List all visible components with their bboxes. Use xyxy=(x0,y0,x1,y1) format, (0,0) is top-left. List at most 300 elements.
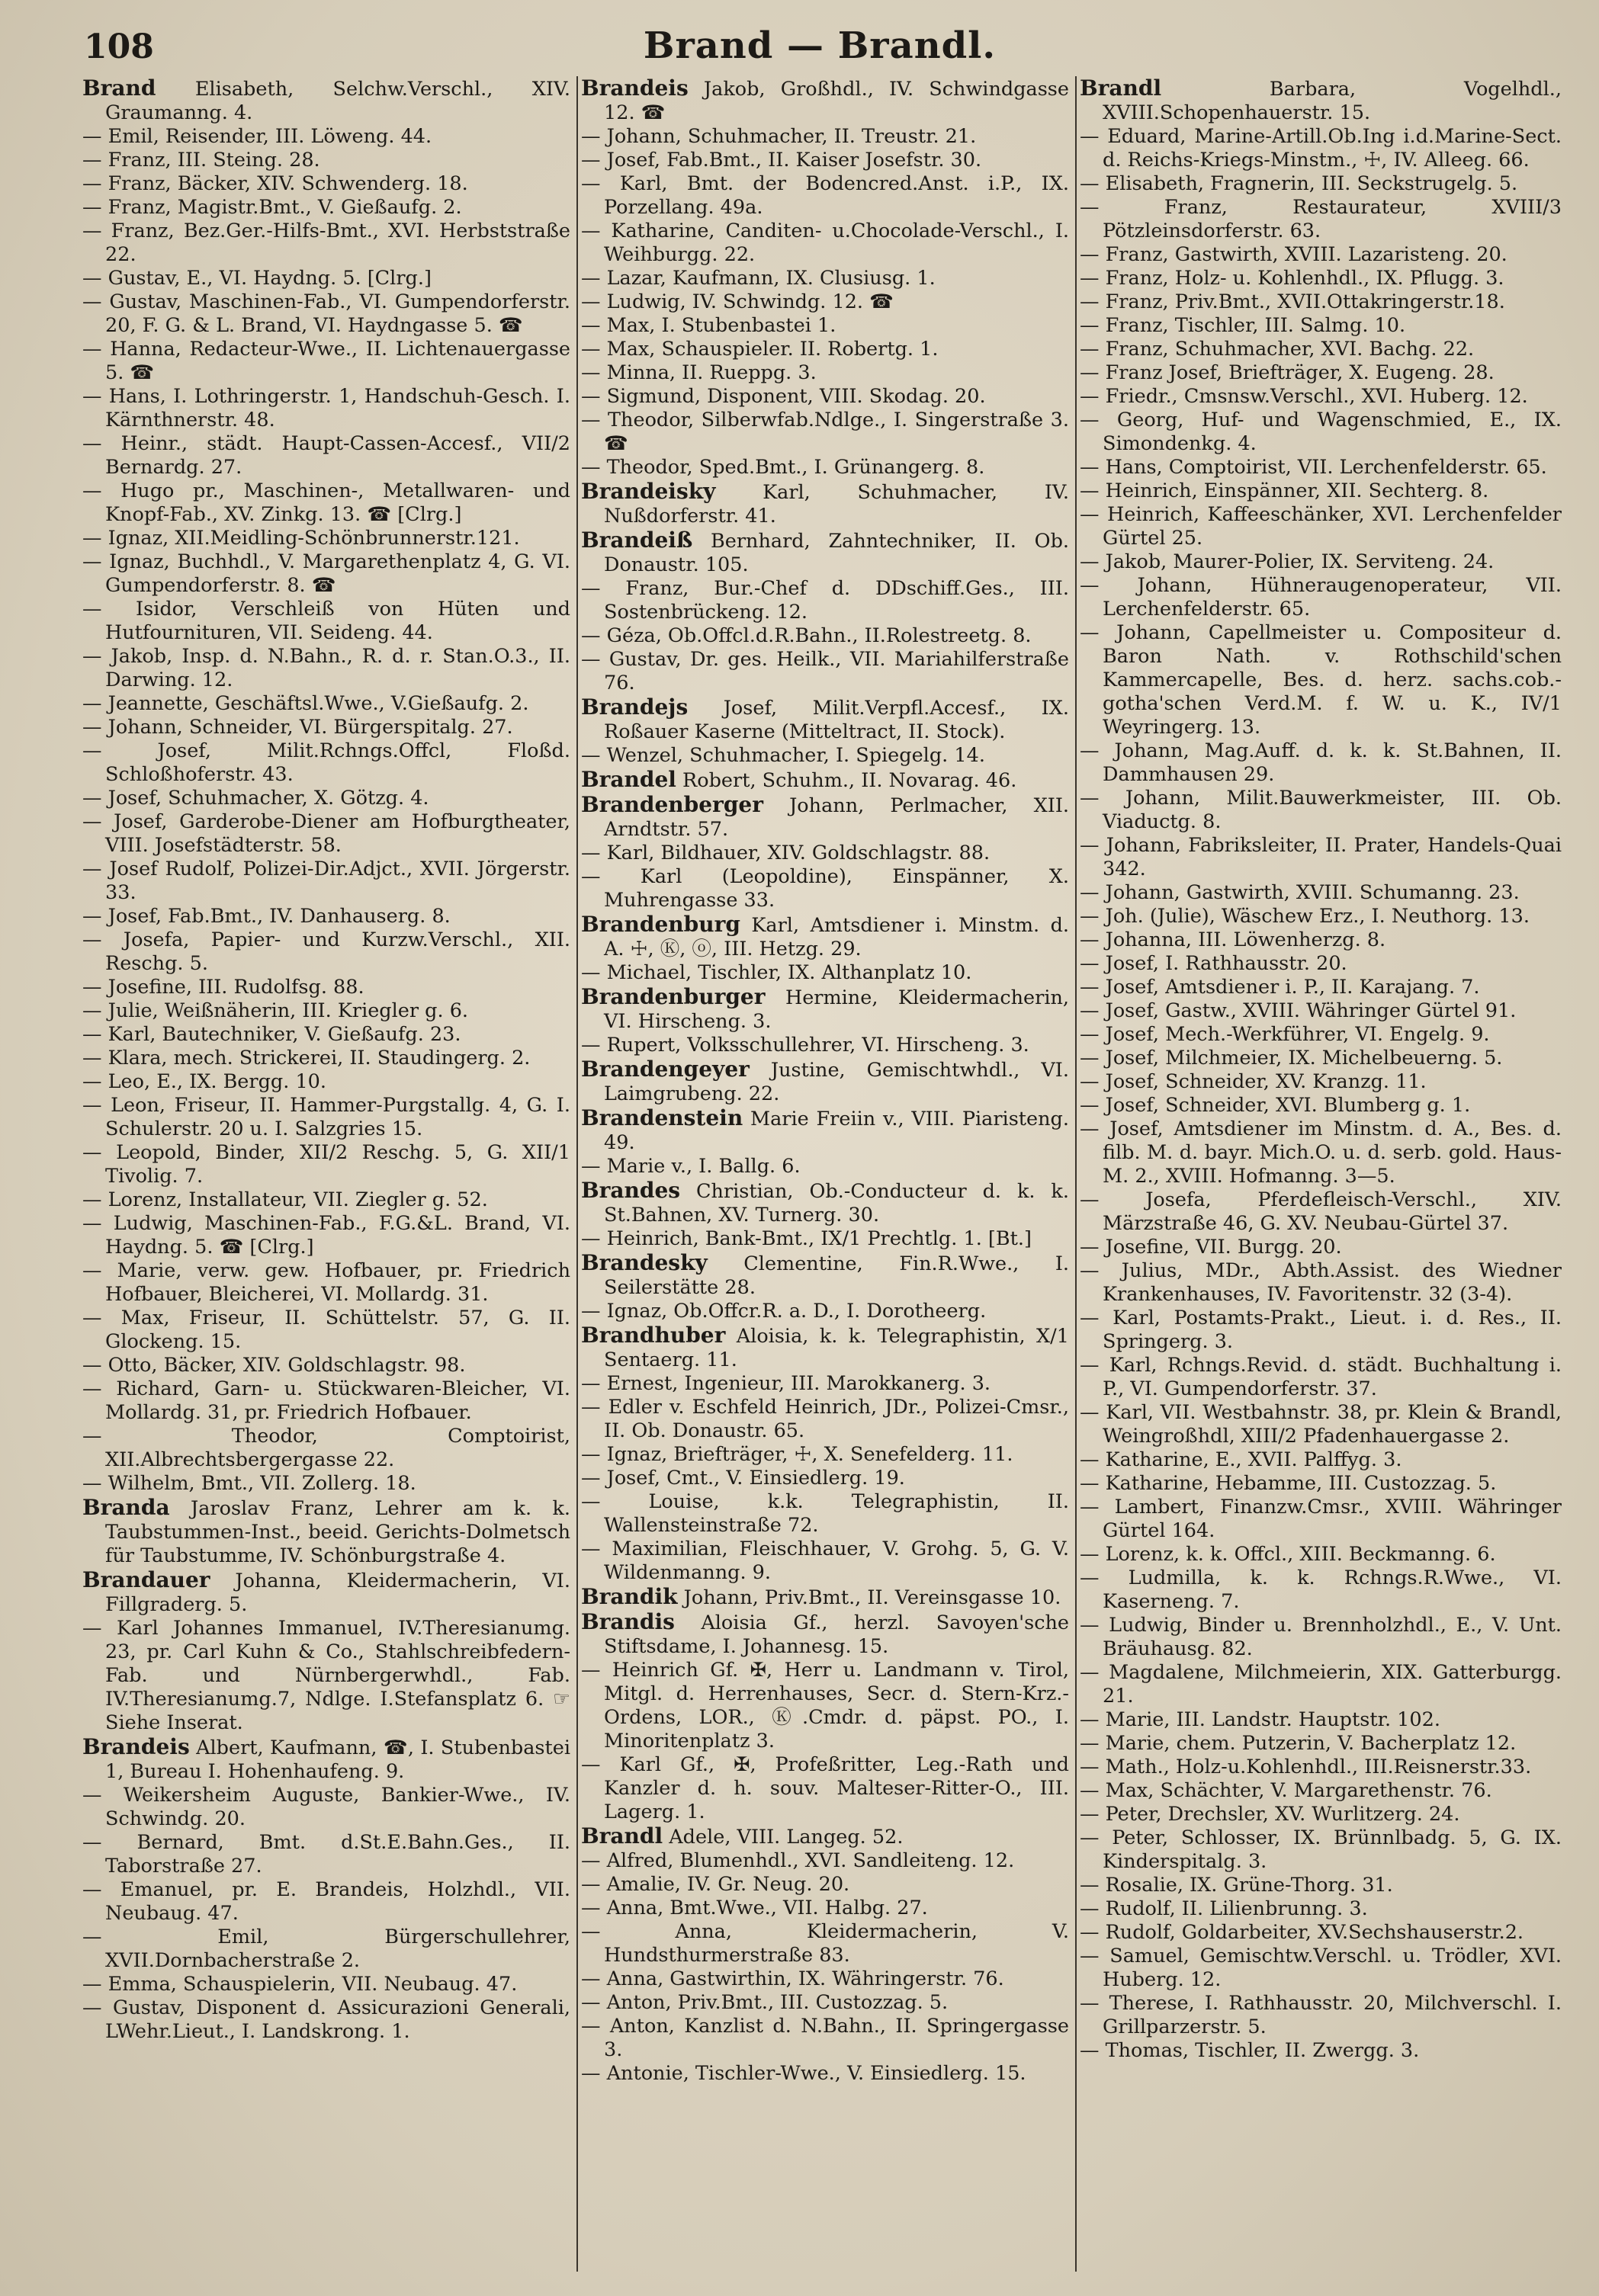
directory-entry xyxy=(1080,243,1562,267)
entry-text: — Anna, Kleidermacherin, V. Hundsthurmerstraße 83. xyxy=(581,1920,1069,1967)
directory-entry xyxy=(1080,1945,1562,1992)
directory-entry xyxy=(581,456,1069,479)
directory-entry xyxy=(581,290,1069,314)
directory-entry xyxy=(82,810,570,858)
directory-entry xyxy=(1080,1448,1562,1472)
entry-text: — Joh. (Julie), Wäschew Erz., I. Neuthorg. 13. xyxy=(1080,905,1530,928)
entry-text: — Emma, Schauspielerin, VII. Neubaug. 47. xyxy=(82,1973,518,1996)
entry-text: — Karl, Bautechniker, V. Gießaufg. 23. xyxy=(82,1023,461,1046)
directory-entry xyxy=(581,172,1069,220)
directory-entry xyxy=(581,842,1069,865)
entry-text: — Anton, Kanzlist d. N.Bahn., II. Springergasse 3. xyxy=(581,2015,1069,2061)
page-header xyxy=(84,21,1556,75)
directory-column-1 xyxy=(82,76,570,2272)
entry-surname: Brandenberger xyxy=(581,792,763,817)
directory-entry xyxy=(1080,1614,1562,1661)
entry-text: — Anton, Priv.Bmt., III. Custozzag. 5. xyxy=(581,1991,949,2014)
entry-text: — Gustav, Dr. ges. Heilk., VII. Mariahilferstraße 76. xyxy=(581,648,1069,694)
entry-text: — Emil, Reisender, III. Löweng. 44. xyxy=(82,125,432,148)
directory-entry xyxy=(82,645,570,692)
entry-text: — Karl, Bmt. der Bodencred.Anst. i.P., IX. Porzellang. 49a. xyxy=(581,172,1069,219)
entry-text: — Josef Rudolf, Polizei-Dir.Adjct., XVII. Jörgerstr. 33. xyxy=(82,858,570,904)
entry-text: — Michael, Tischler, IX. Althanplatz 10. xyxy=(581,961,972,984)
entry-surname: Brandauer xyxy=(82,1567,210,1592)
entry-text: — Peter, Drechsler, XV. Wurlitzerg. 24. xyxy=(1080,1803,1460,1826)
entry-text: — Josef, Milchmeier, IX. Michelbeuerng. 5. xyxy=(1080,1047,1503,1069)
entry-text: — Josef, Gastw., XVIII. Währinger Gürtel 91. xyxy=(1080,999,1517,1022)
directory-entry xyxy=(82,739,570,787)
entry-text: — Lorenz, k. k. Offcl., XIII. Beckmanng. 6. xyxy=(1080,1543,1496,1566)
directory-entry xyxy=(1080,267,1562,290)
entry-text: — Thomas, Tischler, II. Zwergg. 3. xyxy=(1080,2039,1420,2062)
directory-entry xyxy=(82,1996,570,2044)
entry-text: — Ludwig, IV. Schwindg. 12. ☎ xyxy=(581,290,894,313)
entry-text: — Johann, Mag.Auff. d. k. k. St.Bahnen, II. Dammhausen 29. xyxy=(1080,739,1562,786)
directory-entry xyxy=(1080,881,1562,905)
directory-entry xyxy=(82,267,570,290)
entry-text: — Samuel, Gemischtw.Verschl. u. Trödler, XVI. Huberg. 12. xyxy=(1080,1945,1562,1991)
directory-entry xyxy=(82,1973,570,1996)
directory-entry xyxy=(82,385,570,432)
directory-entry xyxy=(82,479,570,527)
directory-entry xyxy=(82,1496,570,1568)
entry-text: — Josef, Milit.Rchngs.Offcl, Floßd. Schloßhoferstr. 43. xyxy=(82,739,570,786)
entry-text: — Gustav, E., VI. Haydng. 5. [Clrg.] xyxy=(82,267,432,290)
directory-entry xyxy=(82,550,570,598)
directory-entry xyxy=(581,1467,1069,1490)
directory-entry xyxy=(581,695,1069,744)
entry-text: — Friedr., Cmsnsw.Verschl., XVI. Huberg. 12. xyxy=(1080,385,1528,408)
directory-entry xyxy=(1080,172,1562,196)
directory-entry xyxy=(1080,1094,1562,1118)
directory-column-2 xyxy=(581,76,1069,2272)
entry-text: — Jakob, Insp. d. N.Bahn., R. d. r. Stan.O.3., II. Darwing. 12. xyxy=(82,645,570,691)
entry-text: — Josefine, VII. Burgg. 20. xyxy=(1080,1236,1342,1259)
entry-text: — Josef, Amtsdiener i. P., II. Karajang. 7. xyxy=(1080,976,1480,999)
directory-entry xyxy=(581,1753,1069,1824)
directory-entry xyxy=(1080,76,1562,125)
directory-entry xyxy=(581,1849,1069,1873)
entry-text: Bernhard, Zahntechniker, II. Ob. Donaustr. 105. xyxy=(604,530,1069,576)
directory-entry xyxy=(82,172,570,196)
directory-entry xyxy=(1080,976,1562,999)
directory-entry xyxy=(581,1967,1069,1991)
entry-text: — Heinr., städt. Haupt-Cassen-Accesf., VII/2 Bernardg. 27. xyxy=(82,432,570,479)
entry-text: — Sigmund, Disponent, VIII. Skodag. 20. xyxy=(581,385,986,408)
directory-entry xyxy=(82,692,570,716)
entry-text: — Eduard, Marine-Artill.Ob.Ing i.d.Marine-Sect. d. Reichs-Kriegs-Minstm., ☩, IV. Alleeg. 66. xyxy=(1080,125,1562,172)
directory-entry xyxy=(1080,1874,1562,1897)
directory-entry xyxy=(1080,1826,1562,1874)
entry-text: — Franz, Restaurateur, XVIII/3 Pötzleinsdorferstr. 63. xyxy=(1080,196,1562,242)
directory-entry xyxy=(82,1141,570,1188)
entry-text: — Jeannette, Geschäftsl.Wwe., V.Gießaufg. 2. xyxy=(82,692,529,715)
directory-entry xyxy=(82,1878,570,1926)
directory-entry xyxy=(82,527,570,550)
entry-text: — Karl, Bildhauer, XIV. Goldschlagstr. 88. xyxy=(581,842,991,864)
entry-text: — Louise, k.k. Telegraphistin, II. Wallensteinstraße 72. xyxy=(581,1490,1069,1537)
directory-entry xyxy=(581,1372,1069,1396)
directory-entry xyxy=(82,1425,570,1472)
entry-text: — Otto, Bäcker, XIV. Goldschlagstr. 98. xyxy=(82,1354,466,1377)
directory-entry xyxy=(581,624,1069,648)
entry-text: Karl, Amtsdiener i. Minstm. d. A. ☩, Ⓚ, ⓞ, III. Hetzg. 29. xyxy=(604,914,1069,960)
directory-entry xyxy=(1080,1756,1562,1779)
directory-entry xyxy=(82,905,570,928)
directory-entry xyxy=(1080,834,1562,881)
entry-text: — Franz, Priv.Bmt., XVII.Ottakringerstr.18. xyxy=(1080,290,1505,313)
directory-entry xyxy=(581,1323,1069,1372)
entry-text: — Julius, MDr., Abth.Assist. des Wiedner Krankenhauses, IV. Favoritenstr. 32 (3-4). xyxy=(1080,1259,1562,1306)
directory-entry xyxy=(581,1057,1069,1106)
entry-text: — Ignaz, Ob.Offcr.R. a. D., I. Dorotheerg. xyxy=(581,1300,987,1323)
entry-text: Barbara, Vogelhdl., XVIII.Schopenhauerstr. 15. xyxy=(1103,78,1562,124)
directory-entry xyxy=(1080,196,1562,243)
directory-entry xyxy=(82,1568,570,1617)
entry-surname: Brandeiß xyxy=(581,528,693,553)
entry-text: — Amalie, IV. Gr. Neug. 20. xyxy=(581,1873,850,1896)
entry-surname: Brandes xyxy=(581,1178,681,1203)
entry-text: — Antonie, Tischler-Wwe., V. Einsiedlerg. 15. xyxy=(581,2062,1026,2085)
entry-text: — Karl, Rchngs.Revid. d. städt. Buchhaltung i. P., VI. Gumpendorferstr. 37. xyxy=(1080,1354,1562,1400)
entry-surname: Brandhuber xyxy=(581,1323,726,1348)
entry-text: Christian, Ob.-Conducteur d. k. k. St.Bahnen, XV. Turnerg. 30. xyxy=(604,1180,1069,1227)
directory-entry xyxy=(82,598,570,645)
directory-entry xyxy=(1080,385,1562,409)
entry-surname: Brandejs xyxy=(581,694,689,720)
entry-text: — Maximilian, Fleischhauer, V. Grohg. 5, G. V. Wildenmanng. 9. xyxy=(581,1538,1069,1584)
entry-text: Aloisia, k. k. Telegraphistin, X/1 Sentaerg. 11. xyxy=(604,1325,1069,1371)
entry-text: — Josef, Fab.Bmt., IV. Danhauserg. 8. xyxy=(82,905,451,928)
entry-text: — Rupert, Volksschullehrer, VI. Hirscheng. 3. xyxy=(581,1034,1029,1057)
directory-entry xyxy=(82,338,570,385)
directory-entry xyxy=(581,793,1069,842)
directory-entry xyxy=(82,858,570,905)
entry-text: — Franz, Magistr.Bmt., V. Gießaufg. 2. xyxy=(82,196,462,219)
directory-entry xyxy=(82,1259,570,1307)
entry-text: — Klara, mech. Strickerei, II. Staudingerg. 2. xyxy=(82,1047,531,1069)
directory-entry xyxy=(581,2062,1069,2086)
entry-text: — Max, I. Stubenbastei 1. xyxy=(581,314,836,337)
directory-entry xyxy=(581,2015,1069,2062)
entry-text: — Rudolf, II. Lilienbrunng. 3. xyxy=(1080,1897,1368,1920)
entry-text: — Isidor, Verschleiß von Hüten und Hutfournituren, VII. Seideng. 44. xyxy=(82,598,570,644)
entry-text: — Franz, Bur.-Chef d. DDschiff.Ges., III. Sostenbrückeng. 12. xyxy=(581,577,1069,624)
directory-entry xyxy=(1080,1047,1562,1070)
directory-entry xyxy=(82,149,570,172)
directory-entry xyxy=(581,577,1069,624)
entry-text: — Therese, I. Rathhausstr. 20, Milchverschl. I. Grillparzerstr. 5. xyxy=(1080,1992,1562,2038)
entry-text: — Ignaz, XII.Meidling-Schönbrunnerstr.121. xyxy=(82,527,520,550)
directory-entry xyxy=(82,1831,570,1878)
directory-entry xyxy=(1080,1779,1562,1803)
entry-text: — Jakob, Maurer-Polier, IX. Serviteng. 24. xyxy=(1080,550,1495,573)
entry-text: — Ernest, Ingenieur, III. Marokkanerg. 3. xyxy=(581,1372,991,1395)
entry-text: — Anna, Bmt.Wwe., VII. Halbg. 27. xyxy=(581,1897,928,1919)
entry-text: — Johann, Capellmeister u. Compositeur d. Baron Nath. v. Rothschild'schen Kammercapelle, Bes. d. herz. sachs.cob.-gotha'schen Verd.M. f. W. u. K., IV/1 Weyringerg. 13. xyxy=(1080,621,1562,739)
entry-text: Aloisia Gf., herzl. Savoyen'sche Stiftsdame, I. Johannesg. 15. xyxy=(604,1611,1069,1658)
entry-text: — Josef, Mech.-Werkführer, VI. Engelg. 9. xyxy=(1080,1023,1490,1046)
entry-surname: Brandl xyxy=(581,1823,663,1849)
entry-text: — Hans, Comptoirist, VII. Lerchenfelderstr. 65. xyxy=(1080,456,1547,479)
entry-text: — Johanna, III. Löwenherzg. 8. xyxy=(1080,928,1386,951)
entry-surname: Brandeis xyxy=(581,76,689,101)
directory-entry xyxy=(1080,905,1562,928)
directory-entry xyxy=(82,125,570,149)
entry-text: — Franz Josef, Briefträger, X. Eugeng. 28. xyxy=(1080,361,1495,384)
directory-entry xyxy=(581,479,1069,528)
entry-text: — Emanuel, pr. E. Brandeis, Holzhdl., VII. Neubaug. 47. xyxy=(82,1878,570,1925)
entry-text: — Karl Johannes Immanuel, IV.Theresianumg. 23, pr. Carl Kuhn & Co., Stahlschreibfedern-Fab. und Nürnbergerwhdl., Fab. IV.Theresianumg.7, Ndlge. I.Stefansplatz 6. ☞ Siehe Inserat. xyxy=(82,1617,570,1734)
directory-entry xyxy=(82,1094,570,1141)
directory-entry xyxy=(1080,1472,1562,1496)
directory-entry xyxy=(82,1354,570,1377)
entry-text: — Heinrich, Einspänner, XII. Sechterg. 8. xyxy=(1080,479,1489,502)
entry-text: — Heinrich Gf. ✠, Herr u. Landmann v. Tirol, Mitgl. d. Herrenhauses, Secr. d. Stern-Krz.-Ordens, LOR., Ⓚ.Cmdr. d. päpst. PO., I. Minoritenplatz 3. xyxy=(581,1659,1069,1752)
entry-text: — Georg, Huf- und Wagenschmied, E., IX. Simondenkg. 4. xyxy=(1080,409,1562,455)
directory-entry xyxy=(581,1991,1069,2015)
directory-entry xyxy=(1080,1401,1562,1448)
entry-text: — Alfred, Blumenhdl., XVI. Sandleiteng. 12. xyxy=(581,1849,1015,1872)
entry-text: — Elisabeth, Fragnerin, III. Seckstrugelg. 5. xyxy=(1080,172,1518,195)
entry-text: — Karl Gf., ✠, Profeßritter, Leg.-Rath und Kanzler d. h. souv. Malteser-Ritter-O., III. Lagerg. 1. xyxy=(581,1753,1069,1823)
entry-surname: Branda xyxy=(82,1495,170,1520)
directory-entry xyxy=(1080,999,1562,1023)
entry-text: — Johann, Schneider, VI. Bürgerspitalg. 27. xyxy=(82,716,513,739)
entry-surname: Brandeisky xyxy=(581,479,716,504)
entry-text: — Ludmilla, k. k. Rchngs.R.Wwe., VI. Kaserneng. 7. xyxy=(1080,1566,1562,1613)
directory-entry xyxy=(82,1472,570,1496)
directory-entry xyxy=(1080,1543,1562,1566)
directory-entry xyxy=(1080,1992,1562,2039)
directory-entry xyxy=(581,528,1069,577)
entry-text: — Franz, Gastwirth, XVIII. Lazaristeng. 20. xyxy=(1080,243,1507,266)
directory-entry xyxy=(82,1617,570,1735)
directory-entry xyxy=(1080,361,1562,385)
directory-entry xyxy=(1080,1118,1562,1188)
directory-entry xyxy=(581,744,1069,768)
directory-columns xyxy=(82,76,1562,2272)
entry-text: — Emil, Bürgerschullehrer, XVII.Dornbacherstraße 2. xyxy=(82,1926,570,1972)
entry-text: — Marie v., I. Ballg. 6. xyxy=(581,1155,801,1178)
entry-text: — Max, Schächter, V. Margarethenstr. 76. xyxy=(1080,1779,1492,1802)
directory-entry xyxy=(581,338,1069,361)
entry-text: — Minna, II. Rueppg. 3. xyxy=(581,361,817,384)
directory-entry xyxy=(82,1377,570,1425)
directory-entry xyxy=(82,432,570,479)
directory-entry xyxy=(1080,928,1562,952)
directory-entry xyxy=(581,314,1069,338)
directory-entry xyxy=(1080,621,1562,739)
directory-entry xyxy=(82,1188,570,1212)
entry-text: — Franz, III. Steing. 28. xyxy=(82,149,320,172)
entry-text: — Julie, Weißnäherin, III. Kriegler g. 6. xyxy=(82,999,469,1022)
entry-text: — Weikersheim Auguste, Bankier-Wwe., IV. Schwindg. 20. xyxy=(82,1784,570,1830)
entry-text: — Johann, Milit.Bauwerkmeister, III. Ob. Viaductg. 8. xyxy=(1080,787,1562,833)
entry-text: — Wilhelm, Bmt., VII. Zollerg. 18. xyxy=(82,1472,416,1495)
directory-entry xyxy=(581,1034,1069,1057)
directory-entry xyxy=(581,1824,1069,1849)
entry-text: Justine, Gemischtwhdl., VI. Laimgrubeng. 22. xyxy=(604,1059,1069,1105)
directory-entry xyxy=(1080,2039,1562,2063)
directory-entry xyxy=(82,1070,570,1094)
entry-surname: Brandel xyxy=(581,767,676,792)
directory-entry xyxy=(581,1873,1069,1897)
directory-entry xyxy=(82,1023,570,1047)
entry-text: — Josef, I. Rathhausstr. 20. xyxy=(1080,952,1347,975)
entry-text: — Marie, verw. gew. Hofbauer, pr. Friedrich Hofbauer, Bleicherei, VI. Mollardg. 31. xyxy=(82,1259,570,1306)
entry-text: Robert, Schuhm., II. Novarag. 46. xyxy=(676,769,1017,792)
entry-text: — Marie, chem. Putzerin, V. Bacherplatz 12. xyxy=(1080,1732,1517,1755)
entry-text: — Josef, Schneider, XV. Kranzg. 11. xyxy=(1080,1070,1427,1093)
page-number: 108 xyxy=(84,27,154,66)
directory-entry xyxy=(82,1307,570,1354)
directory-entry xyxy=(82,1926,570,1973)
entry-text: — Lorenz, Installateur, VII. Ziegler g. 52. xyxy=(82,1188,488,1211)
entry-text: Johanna, Kleidermacherin, VI. Fillgraderg. 5. xyxy=(105,1570,570,1616)
directory-entry xyxy=(82,196,570,220)
entry-text: — Josef, Fab.Bmt., II. Kaiser Josefstr. 30. xyxy=(581,149,982,172)
directory-entry xyxy=(1080,1897,1562,1921)
directory-entry xyxy=(581,149,1069,172)
entry-text: — Edler v. Eschfeld Heinrich, JDr., Polizei-Cmsr., II. Ob. Donaustr. 65. xyxy=(581,1396,1069,1442)
entry-text: Albert, Kaufmann, ☎, I. Stubenbastei 1, Bureau I. Hohenhaufeng. 9. xyxy=(105,1736,570,1783)
entry-text: — Josef, Cmt., V. Einsiedlerg. 19. xyxy=(581,1467,905,1490)
directory-entry xyxy=(581,1251,1069,1300)
entry-text: — Géza, Ob.Offcl.d.R.Bahn., II.Rolestreetg. 8. xyxy=(581,624,1032,647)
entry-text: — Karl (Leopoldine), Einspänner, X. Muhrengasse 33. xyxy=(581,865,1069,912)
entry-text: — Johann, Hühneraugenoperateur, VII. Lerchenfelderstr. 65. xyxy=(1080,574,1562,620)
directory-entry xyxy=(581,1490,1069,1538)
directory-entry xyxy=(82,928,570,976)
entry-text: Karl, Schuhmacher, IV. Nußdorferstr. 41. xyxy=(604,481,1069,528)
directory-entry xyxy=(1080,290,1562,314)
entry-text: — Richard, Garn- u. Stückwaren-Bleicher, VI. Mollardg. 31, pr. Friedrich Hofbauer. xyxy=(82,1377,570,1424)
directory-entry xyxy=(1080,456,1562,479)
entry-text: — Katharine, Hebamme, III. Custozzag. 5. xyxy=(1080,1472,1497,1495)
entry-text: — Magdalene, Milchmeierin, XIX. Gatterburgg. 21. xyxy=(1080,1661,1562,1708)
entry-text: — Katharine, Canditen- u.Chocolade-Verschl., I. Weihburgg. 22. xyxy=(581,220,1069,266)
entry-text: — Franz, Tischler, III. Salmg. 10. xyxy=(1080,314,1406,337)
entry-text: — Bernard, Bmt. d.St.E.Bahn.Ges., II. Taborstraße 27. xyxy=(82,1831,570,1878)
directory-entry xyxy=(581,865,1069,912)
entry-text: Elisabeth, Selchw.Verschl., XIV. Graumanng. 4. xyxy=(105,78,570,124)
entry-surname: Brandis xyxy=(581,1609,675,1634)
directory-entry xyxy=(1080,1496,1562,1543)
directory-entry xyxy=(581,220,1069,267)
entry-surname: Brandenstein xyxy=(581,1105,743,1130)
entry-text: — Josefa, Pferdefleisch-Verschl., XIV. Märzstraße 46, G. XV. Neubau-Gürtel 37. xyxy=(1080,1188,1562,1235)
directory-entry xyxy=(1080,1921,1562,1945)
directory-entry xyxy=(1080,1732,1562,1756)
directory-entry xyxy=(581,1178,1069,1227)
entry-text: — Rudolf, Goldarbeiter, XV.Sechshauserstr.2. xyxy=(1080,1921,1524,1944)
entry-text: — Ludwig, Maschinen-Fab., F.G.&L. Brand, VI. Haydng. 5. ☎ [Clrg.] xyxy=(82,1212,570,1259)
entry-text: — Johann, Fabriksleiter, II. Prater, Handels-Quai 342. xyxy=(1080,834,1562,880)
entry-text: — Gustav, Maschinen-Fab., VI. Gumpendorferstr. 20, F. G. & L. Brand, VI. Haydngasse 5. ☎ xyxy=(82,290,570,337)
entry-surname: Brandengeyer xyxy=(581,1057,750,1082)
entry-surname: Brandenburg xyxy=(581,912,740,937)
directory-entry xyxy=(581,1106,1069,1155)
entry-text: — Hugo pr., Maschinen-, Metallwaren- und Knopf-Fab., XV. Zinkg. 13. ☎ [Clrg.] xyxy=(82,479,570,526)
entry-text: — Josef, Garderobe-Diener am Hofburgtheater, VIII. Josefstädterstr. 58. xyxy=(82,810,570,857)
entry-text: — Hans, I. Lothringerstr. 1, Handschuh-Gesch. I. Kärnthnerstr. 48. xyxy=(82,385,570,431)
entry-text: — Franz, Schuhmacher, XVI. Bachg. 22. xyxy=(1080,338,1475,361)
directory-entry xyxy=(581,912,1069,961)
directory-entry xyxy=(581,985,1069,1034)
entry-text: — Peter, Schlosser, IX. Brünnlbadg. 5, G. IX. Kinderspitalg. 3. xyxy=(1080,1826,1562,1873)
directory-entry xyxy=(581,1538,1069,1585)
entry-text: Josef, Milit.Verpfl.Accesf., IX. Roßauer Kaserne (Mitteltract, II. Stock). xyxy=(604,697,1069,743)
entry-text: — Math., Holz-u.Kohlenhdl., III.Reisnerstr.33. xyxy=(1080,1756,1532,1778)
directory-entry xyxy=(82,976,570,999)
directory-entry xyxy=(1080,550,1562,574)
directory-entry xyxy=(581,1443,1069,1467)
directory-entry xyxy=(1080,952,1562,976)
directory-entry xyxy=(581,1659,1069,1753)
directory-entry xyxy=(581,648,1069,695)
entry-text: — Lazar, Kaufmann, IX. Clusiusg. 1. xyxy=(581,267,936,290)
entry-text: — Karl, VII. Westbahnstr. 38, pr. Klein & Brandl, Weingroßhdl, XIII/2 Pfadenhauergasse 2. xyxy=(1080,1401,1562,1448)
entry-text: — Josef, Amtsdiener im Minstm. d. A., Bes. d. filb. M. d. bayr. Mich.O. u. d. serb. gold. Haus-M. 2., XVIII. Hofmanng. 3—5. xyxy=(1080,1118,1562,1188)
directory-entry xyxy=(581,385,1069,409)
entry-text: — Theodor, Sped.Bmt., I. Grünangerg. 8. xyxy=(581,456,985,479)
directory-entry xyxy=(82,1784,570,1831)
entry-text: — Theodor, Silberwfab.Ndlge., I. Singerstraße 3. ☎ xyxy=(581,409,1069,455)
directory-entry xyxy=(1080,479,1562,503)
directory-entry xyxy=(82,1047,570,1070)
entry-text: — Franz, Bez.Ger.-Hilfs-Bmt., XVI. Herbststraße 22. xyxy=(82,220,570,266)
directory-entry xyxy=(1080,1259,1562,1307)
directory-entry xyxy=(1080,409,1562,456)
directory-entry xyxy=(82,76,570,125)
entry-text: — Hanna, Redacteur-Wwe., II. Lichtenauergasse 5. ☎ xyxy=(82,338,570,384)
directory-entry xyxy=(1080,1803,1562,1826)
directory-entry xyxy=(581,1585,1069,1610)
entry-text: — Franz, Bäcker, XIV. Schwenderg. 18. xyxy=(82,172,468,195)
directory-entry xyxy=(581,76,1069,125)
directory-entry xyxy=(82,716,570,739)
directory-entry xyxy=(1080,125,1562,172)
directory-entry xyxy=(1080,314,1562,338)
entry-text: — Theodor, Comptoirist, XII.Albrechtsbergergasse 22. xyxy=(82,1425,570,1471)
directory-entry xyxy=(581,409,1069,456)
directory-entry xyxy=(1080,503,1562,550)
entry-surname: Brandeis xyxy=(82,1734,190,1759)
directory-entry xyxy=(82,1212,570,1259)
entry-text: — Johann, Schuhmacher, II. Treustr. 21. xyxy=(581,125,977,148)
entry-text: Johann, Perlmacher, XII. Arndtstr. 57. xyxy=(604,794,1069,841)
directory-entry xyxy=(581,1155,1069,1178)
directory-entry xyxy=(1080,739,1562,787)
directory-entry xyxy=(1080,338,1562,361)
directory-entry xyxy=(1080,1070,1562,1094)
entry-text: — Anna, Gastwirthin, IX. Währingerstr. 76. xyxy=(581,1967,1004,1990)
directory-entry xyxy=(581,125,1069,149)
entry-text: — Heinrich, Bank-Bmt., IX/1 Prechtlg. 1. [Bt.] xyxy=(581,1227,1032,1250)
directory-entry xyxy=(581,1897,1069,1920)
directory-entry xyxy=(1080,1566,1562,1614)
entry-text: — Heinrich, Kaffeeschänker, XVI. Lerchenfelder Gürtel 25. xyxy=(1080,503,1562,550)
entry-surname: Brandesky xyxy=(581,1250,708,1275)
entry-text: — Ignaz, Briefträger, ☩, X. Senefelderg. 11. xyxy=(581,1443,1013,1466)
directory-entry xyxy=(581,768,1069,793)
directory-entry xyxy=(581,1227,1069,1251)
entry-text: — Leon, Friseur, II. Hammer-Purgstallg. 4, G. I. Schulerstr. 20 u. I. Salzgries 15. xyxy=(82,1094,570,1140)
directory-entry xyxy=(1080,1708,1562,1732)
entry-text: — Ignaz, Buchhdl., V. Margarethenplatz 4, G. VI. Gumpendorferstr. 8. ☎ xyxy=(82,550,570,597)
directory-entry xyxy=(82,220,570,267)
